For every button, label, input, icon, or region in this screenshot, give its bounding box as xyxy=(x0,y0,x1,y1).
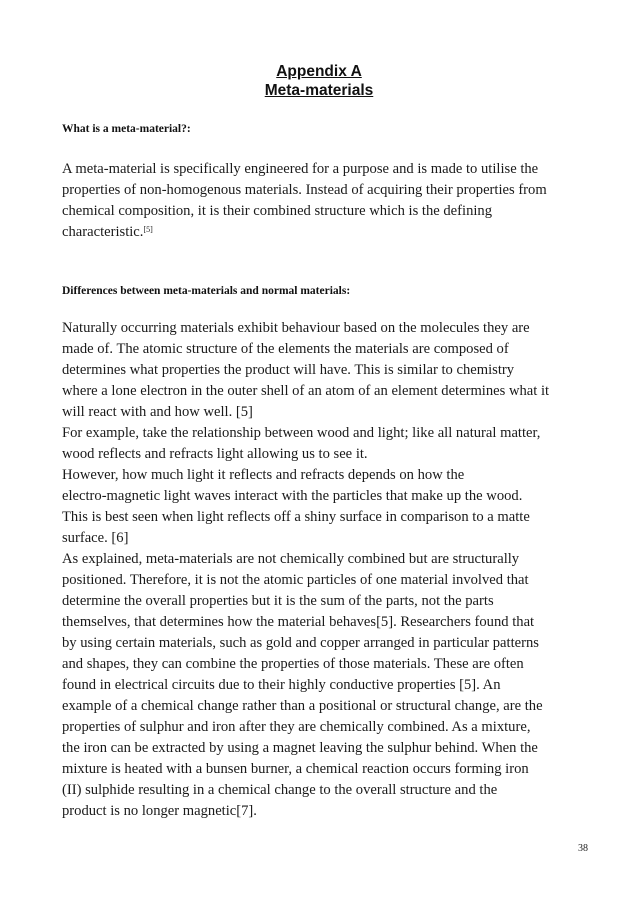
section-paragraph-differences xyxy=(62,318,592,822)
text-line: As explained, meta-materials are not chemically combined but are structurally xyxy=(62,551,520,567)
appendix-title: Appendix A xyxy=(276,63,362,80)
text-line: properties of sulphur and iron after they are chemically combined. As a mixture, xyxy=(62,719,531,735)
text-line: electro-magnetic light waves interact with the particles that make up the wood. xyxy=(62,488,523,504)
text-line: Naturally occurring materials exhibit behaviour based on the molecules they are xyxy=(62,320,530,336)
text-line: found in electrical circuits due to their highly conductive properties [5]. An xyxy=(62,677,501,693)
text-line: (II) sulphide resulting in a chemical change to the overall structure and the xyxy=(62,782,498,798)
text-line: For example, take the relationship between wood and light; like all natural matter, xyxy=(62,425,541,441)
section-paragraph-definition xyxy=(62,159,592,243)
text-line: product is no longer magnetic[7]. xyxy=(62,803,257,819)
page-number: 38 xyxy=(578,843,588,854)
text-line: the iron can be extracted by using a magnet leaving the sulphur behind. When the xyxy=(62,740,538,756)
text-line: and shapes, they can combine the properties of those materials. These are often xyxy=(62,656,524,672)
text-line: determines what properties the product will have. This is similar to chemistry xyxy=(62,362,515,378)
text-line: example of a chemical change rather than a positional or structural change, are the xyxy=(62,698,543,714)
text-line: determine the overall properties but it is the sum of the parts, not the parts xyxy=(62,593,494,609)
text-line: positioned. Therefore, it is not the atomic particles of one material involved that xyxy=(62,572,529,588)
text-line: where a lone electron in the outer shell of an atom of an element determines what it xyxy=(62,383,550,399)
text-line: properties of non-homogenous materials. Instead of acquiring their properties from xyxy=(62,182,547,198)
text-line: mixture is heated with a bunsen burner, a chemical reaction occurs forming iron xyxy=(62,761,529,777)
text-line: A meta-material is specifically engineered for a purpose and is made to utilise the xyxy=(62,161,539,177)
text-line: surface. [6] xyxy=(62,530,129,546)
appendix-subtitle: Meta-materials xyxy=(264,82,374,99)
text-line xyxy=(62,222,592,243)
text-line: by using certain materials, such as gold and copper arranged in particular patterns xyxy=(62,635,539,651)
text-line: chemical composition, it is their combined structure which is the defining xyxy=(62,203,493,219)
section-heading-differences: Differences between meta-materials and normal materials: xyxy=(62,285,351,297)
text-line-content: characteristic. xyxy=(62,224,144,240)
text-line: wood reflects and refracts light allowing us to see it. xyxy=(62,446,368,462)
text-line: However, how much light it reflects and refracts depends on how the xyxy=(62,467,465,483)
text-line: This is best seen when light reflects off a shiny surface in comparison to a matte xyxy=(62,509,530,525)
section-heading-what-is-meta-material: What is a meta-material?: xyxy=(62,123,191,135)
text-line: made of. The atomic structure of the elements the materials are composed of xyxy=(62,341,509,357)
text-line: will react with and how well. [5] xyxy=(62,404,253,420)
text-line: themselves, that determines how the material behaves[5]. Researchers found that xyxy=(62,614,535,630)
citation-reference: [5] xyxy=(143,225,153,234)
